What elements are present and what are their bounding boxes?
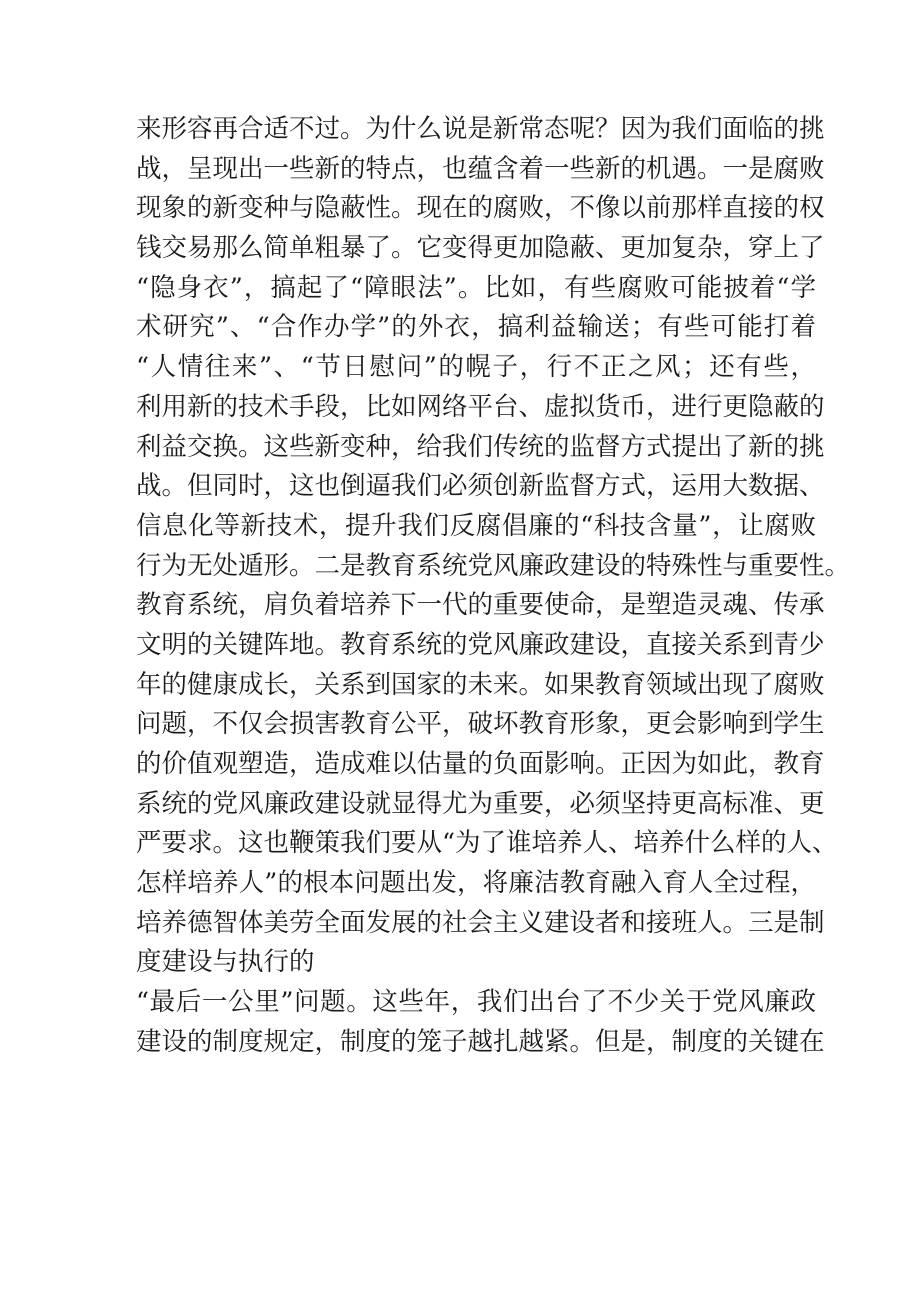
text-line: “最后一公里”问题。这些年，我们出台了不少关于党风廉政 — [136, 987, 816, 1018]
text-line: “隐身衣”，搞起了“障眼法”。比如，有些腐败可能披着“学 — [136, 272, 816, 303]
text-line: 教育系统，肩负着培养下一代的重要使命，是塑造灵魂、传承 — [136, 590, 825, 621]
text-line: 严要求。这也鞭策我们要从“为了谁培养人、培养什么样的人、 — [136, 828, 838, 859]
text-line: 战，呈现出一些新的特点，也蕴含着一些新的机遇。一是腐败 — [136, 153, 825, 184]
text-line: 度建设与执行的 — [136, 947, 315, 978]
text-line: 培养德智体美劳全面发展的社会主义建设者和接班人。三是制 — [136, 907, 825, 938]
text-line: 现象的新变种与隐蔽性。现在的腐败，不像以前那样直接的权 — [136, 193, 825, 224]
text-line: 建设的制度规定，制度的笼子越扎越紧。但是，制度的关键在 — [136, 1026, 825, 1057]
text-line: 战。但同时，这也倒逼我们必须创新监督方式，运用大数据、 — [136, 471, 825, 502]
text-line: 系统的党风廉政建设就显得尤为重要，必须坚持更高标准、更 — [136, 788, 825, 819]
text-line: 怎样培养人”的根本问题出发，将廉洁教育融入育人全过程， — [136, 868, 816, 899]
text-line: 行为无处遁形。二是教育系统党风廉政建设的特殊性与重要性。 — [136, 550, 851, 581]
text-line: 的价值观塑造，造成难以估量的负面影响。正因为如此，教育 — [136, 749, 825, 779]
text-line: 来形容再合适不过。为什么说是新常态呢？因为我们面临的挑 — [136, 114, 825, 144]
text-line: 年的健康成长，关系到国家的未来。如果教育领域出现了腐败 — [136, 669, 825, 700]
text-line: 利益交换。这些新变种，给我们传统的监督方式提出了新的挑 — [136, 431, 825, 462]
text-line: 文明的关键阵地。教育系统的党风廉政建设，直接关系到青少 — [136, 629, 825, 660]
text-line: 钱交易那么简单粗暴了。它变得更加隐蔽、更加复杂，穿上了 — [136, 233, 825, 264]
text-line: “人情往来”、“节日慰问”的幌子，行不正之风；还有些， — [136, 352, 816, 383]
body-text — [136, 110, 851, 1063]
text-line: 术研究”、“合作办学”的外衣，搞利益输送；有些可能打着 — [136, 312, 816, 343]
text-line: 利用新的技术手段，比如网络平台、虚拟货币，进行更隐蔽的 — [136, 391, 825, 422]
text-line: 信息化等新技术，提升我们反腐倡廉的“科技含量”，让腐败 — [136, 510, 816, 541]
text-line: 问题，不仅会损害教育公平，破坏教育形象，更会影响到学生 — [136, 709, 825, 740]
